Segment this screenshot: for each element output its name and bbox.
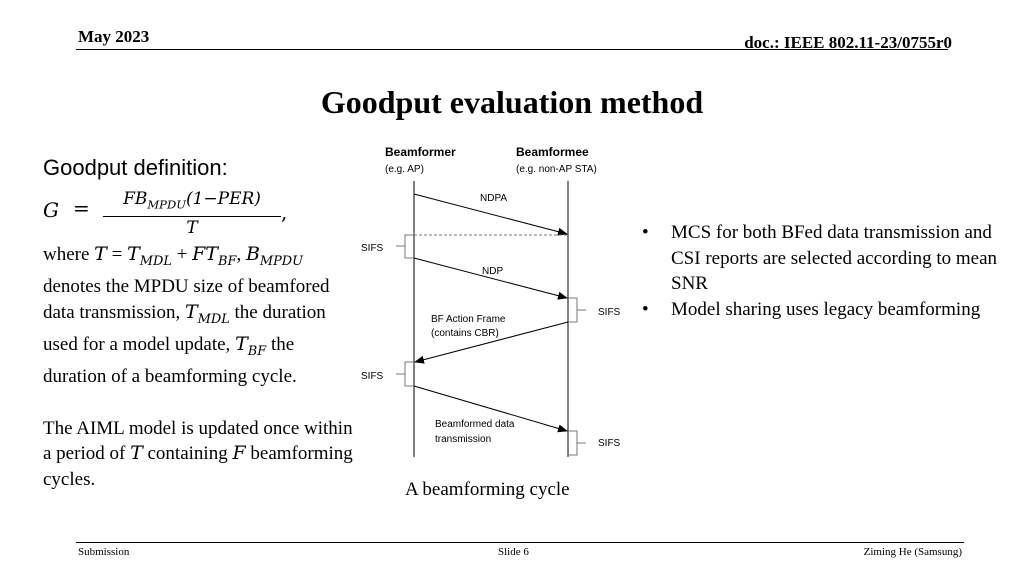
data-label: Beamformed data: [435, 419, 515, 430]
data-sub-label: transmission: [435, 434, 492, 445]
ndpa-label: NDPA: [480, 193, 508, 204]
header-doc-id: doc.: IEEE 802.11-23/0755r0: [744, 33, 952, 52]
sifs-bracket-3: [405, 362, 414, 386]
sifs-label-4: SIFS: [598, 438, 621, 449]
bullet-text: MCS for both BFed data transmission and CSI reports are selected according to mean SNR: [671, 222, 998, 294]
footer-submission: Submission: [78, 546, 130, 558]
beamformer-sub-label: (e.g. AP): [385, 164, 424, 175]
beamformee-sub-label: (e.g. non-AP STA): [516, 164, 597, 175]
beamformer-label: Beamformer: [385, 145, 456, 159]
where-paragraph: where $T = T_{MDL} + FT_{BF}$, $B_{MPDU}$ denotes the MPDU size of beamfored data transmission, $T_{MDL}$ the duration used for a model update, $T_{BF}$ the duration of a beamforming cycle.: [43, 243, 330, 388]
goodput-formula: G = $FB_{MPDU}(1-PER)$ T ,: [43, 189, 288, 239]
definition-text: [43, 242, 353, 492]
beamformee-label: Beamformee: [516, 145, 589, 159]
header-rule: [76, 49, 948, 50]
bf-action-label: BF Action Frame: [431, 314, 506, 325]
bullet-text: Model sharing uses legacy beamforming: [671, 298, 981, 320]
update-paragraph: The AIML model is updated once within a period of T containing F beamforming cycles.: [43, 417, 353, 490]
bullet-dot-icon: •: [642, 222, 649, 243]
bullet-item: [640, 297, 1010, 323]
sifs-bracket-2: [568, 298, 577, 322]
footer-slide-number: Slide 6: [498, 546, 529, 558]
sifs-bracket-4: [568, 431, 577, 455]
sifs-label-2: SIFS: [598, 307, 621, 318]
sifs-bracket-1: [405, 235, 414, 258]
sifs-label-3: SIFS: [361, 371, 384, 382]
bf-action-sub-label: (contains CBR): [431, 328, 499, 339]
bullet-item: [640, 220, 1010, 297]
sifs-label-1: SIFS: [361, 243, 384, 254]
beamforming-diagram: [355, 137, 635, 467]
ndp-arrow: [414, 258, 567, 298]
diagram-caption: A beamforming cycle: [405, 479, 570, 500]
footer-author: Ziming He (Samsung): [863, 546, 962, 558]
goodput-heading: Goodput definition:: [43, 155, 228, 180]
footer-rule: [76, 542, 964, 543]
ndp-label: NDP: [482, 266, 504, 277]
bullet-list: [640, 220, 1010, 322]
slide-title: Goodput evaluation method: [320, 84, 704, 120]
bullet-dot-icon: •: [642, 298, 649, 320]
header-date: May 2023: [78, 27, 150, 46]
